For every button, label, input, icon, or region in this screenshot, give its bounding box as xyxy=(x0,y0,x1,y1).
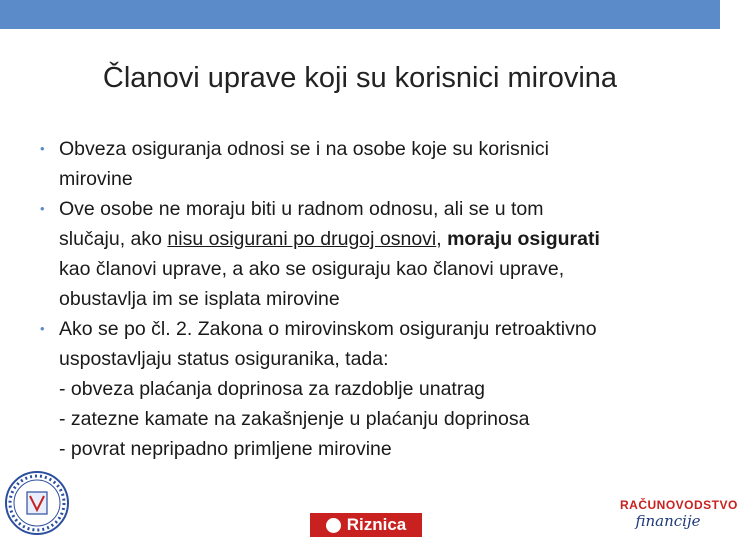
bullet-text: mirovine xyxy=(59,168,133,190)
header-bar xyxy=(0,0,720,29)
organization-seal-logo xyxy=(0,466,74,540)
bold-text: moraju osigurati xyxy=(447,228,600,250)
bullet-item xyxy=(40,194,690,314)
bullet-icon: • xyxy=(40,141,45,156)
bullet-text: uspostavljaju status osiguranika, tada: xyxy=(59,348,389,370)
bullet-item xyxy=(40,134,690,194)
slide-body xyxy=(40,134,690,464)
bullet-text: Ove osobe ne moraju biti u radnom odnosu, ali se u tom xyxy=(59,198,544,220)
bullet-text: Obveza osiguranja odnosi se i na osobe koje su korisnici xyxy=(59,138,549,160)
racunovodstvo-word: RAČUNOVODSTVO xyxy=(620,498,738,512)
bullet-text: Ako se po čl. 2. Zakona o mirovinskom osiguranju retroaktivno xyxy=(59,318,597,340)
riznica-label: Riznica xyxy=(346,515,407,534)
slide-title: Članovi uprave koji su korisnici mirovina xyxy=(102,62,618,94)
bullet-item xyxy=(40,314,690,374)
bullet-text: obustavlja im se isplata mirovine xyxy=(59,288,340,310)
seal-icon xyxy=(326,518,341,533)
sub-item: - obveza plaćanja doprinosa za razdoblje unatrag xyxy=(59,378,486,400)
sub-item: - povrat nepripadno primljene mirovine xyxy=(59,438,392,460)
bullet-icon: • xyxy=(40,321,45,336)
bullet-text: , xyxy=(436,228,448,250)
underlined-text: nisu osigurani po drugoj osnovi xyxy=(167,228,437,250)
bullet-text: slučaju, ako xyxy=(59,228,168,250)
bullet-icon: • xyxy=(40,201,45,216)
racunovodstvo-logo xyxy=(620,494,738,536)
racunovodstvo-script: financije xyxy=(635,512,701,530)
sub-item: - zatezne kamate na zakašnjenje u plaćanju doprinosa xyxy=(59,408,530,430)
bullet-text: kao članovi uprave, a ako se osiguraju kao članovi uprave, xyxy=(59,258,565,280)
riznica-logo xyxy=(310,513,422,537)
